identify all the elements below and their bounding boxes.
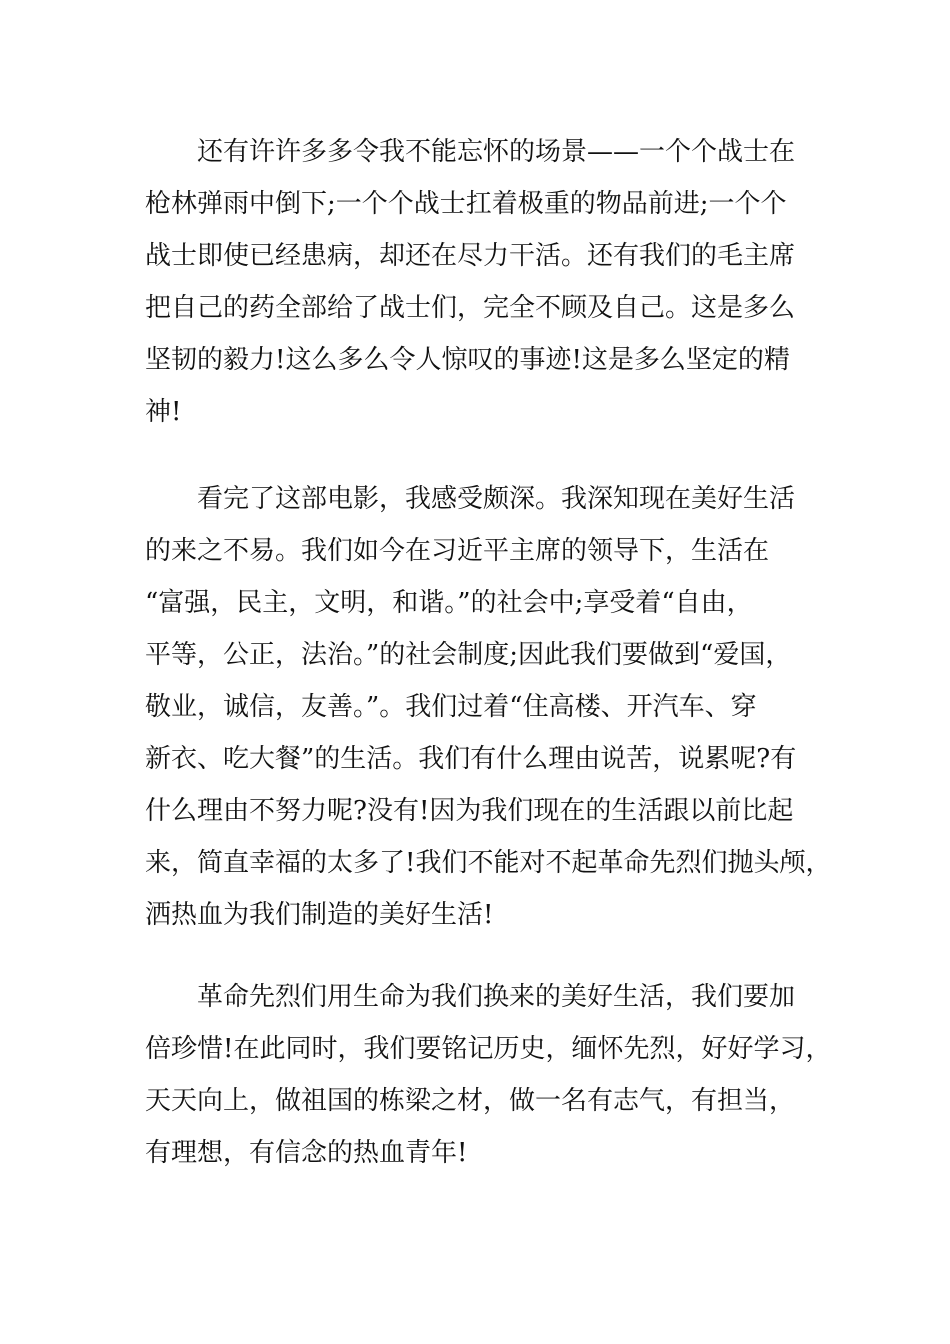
paragraph-line: 什么理由不努力呢?没有!因为我们现在的生活跟以前比起 [145,796,794,826]
paragraph-line: 神! [145,397,182,427]
paragraph-line: 战士即使已经患病，却还在尽力干活。还有我们的毛主席 [145,241,796,271]
paragraph-line: 还有许许多多令我不能忘怀的场景——一个个战士在 [197,137,796,167]
paragraph-1 [145,126,815,438]
paragraph-line: 来，简直幸福的太多了!我们不能对不起革命先烈们抛头颅， [145,848,832,878]
paragraph-line: 坚韧的毅力!这么多么令人惊叹的事迹!这是多么坚定的精 [145,345,790,375]
paragraph-line: “富强，民主，文明，和谐。”的社会中;享受着“自由， [145,588,753,618]
paragraph-line: 洒热血为我们制造的美好生活! [145,900,494,930]
paragraph-line: 把自己的药全部给了战士们，完全不顾及自己。这是多么 [145,293,796,323]
paragraph-2 [145,473,832,941]
paragraph-line: 平等，公正，法治。”的社会制度;因此我们要做到“爱国， [145,640,792,670]
paragraph-line: 倍珍惜!在此同时，我们要铭记历史，缅怀先烈，好好学习， [145,1034,832,1064]
paragraph-line: 革命先烈们用生命为我们换来的美好生活，我们要加 [197,982,796,1012]
paragraph-line: 枪林弹雨中倒下;一个个战士扛着极重的物品前进;一个个 [145,189,787,219]
paragraph-line: 看完了这部电影，我感受颇深。我深知现在美好生活 [197,484,796,514]
paragraph-line: 有理想，有信念的热血青年! [145,1138,468,1168]
paragraph-line: 天天向上，做祖国的栋梁之材，做一名有志气，有担当， [145,1086,796,1116]
paragraph-line: 敬业，诚信，友善。”。我们过着“住高楼、开汽车、穿 [145,692,757,722]
paragraph-line: 的来之不易。我们如今在习近平主席的领导下，生活在 [145,536,770,566]
paragraph-line: 新衣、吃大餐”的生活。我们有什么理由说苦，说累呢?有 [145,744,797,774]
paragraph-3 [145,971,832,1179]
